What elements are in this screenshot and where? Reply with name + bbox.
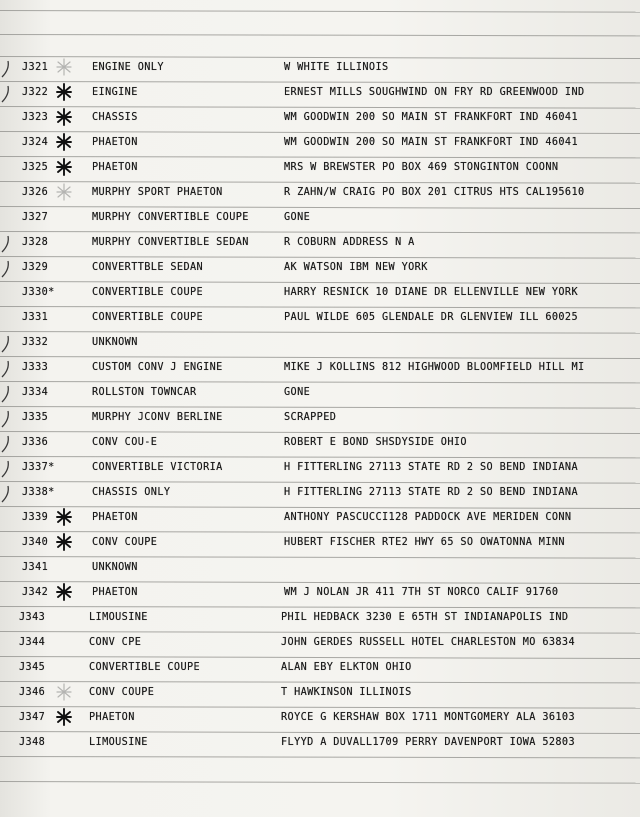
table-row — [0, 258, 640, 282]
owner-address: ROYCE G KERSHAW BOX 1711 MONTGOMERY ALA 36103 — [281, 712, 576, 723]
owner-address: HUBERT FISCHER RTE2 HWY 65 SO OWATONNA MINN — [284, 537, 565, 548]
asterisk-mark-icon — [56, 582, 72, 602]
table-row — [0, 133, 640, 157]
body-description: PHAETON — [92, 587, 138, 598]
owner-address: MRS W BREWSTER PO BOX 469 STONGINTON COONN — [284, 162, 559, 173]
car-number: J324 — [22, 137, 49, 148]
body-description: CONV CPE — [89, 637, 142, 648]
body-description: PHAETON — [92, 162, 138, 173]
owner-address: WM J NOLAN JR 411 7TH ST NORCO CALIF 91760 — [284, 587, 559, 598]
car-number: J331 — [22, 312, 49, 323]
body-description: MURPHY SPORT PHAETON — [92, 187, 223, 198]
body-description: MURPHY JCONV BERLINE — [92, 412, 223, 423]
body-description: UNKNOWN — [92, 562, 138, 573]
car-number: J336 — [22, 437, 49, 448]
car-number: J323 — [22, 112, 49, 123]
pencil-tick-icon — [0, 485, 12, 503]
owner-address: SCRAPPED — [284, 412, 337, 423]
body-description: CHASSIS ONLY — [92, 487, 171, 498]
pencil-tick-icon — [0, 260, 12, 278]
pencil-tick-icon — [0, 360, 12, 378]
car-number: J325 — [22, 162, 49, 173]
faint-check-mark-icon — [56, 182, 72, 202]
table-row — [0, 58, 640, 82]
table-row — [0, 708, 640, 732]
owner-address: ANTHONY PASCUCCI128 PADDOCK AVE MERIDEN CONN — [284, 512, 572, 523]
car-number: J328 — [22, 237, 49, 248]
car-number: J341 — [22, 562, 49, 573]
car-number: J327 — [22, 212, 49, 223]
table-row — [0, 408, 640, 432]
pencil-tick-icon — [0, 85, 12, 103]
owner-address: WM GOODWIN 200 SO MAIN ST FRANKFORT IND 46041 — [284, 137, 579, 148]
table-row — [0, 608, 640, 632]
asterisk-mark-icon — [56, 132, 72, 152]
pencil-tick-icon — [0, 435, 12, 453]
car-number: J322 — [22, 87, 49, 98]
table-row — [0, 483, 640, 507]
car-number: J337* — [22, 462, 55, 473]
table-row — [0, 683, 640, 707]
body-description: CHASSIS — [92, 112, 138, 123]
owner-address: R COBURN ADDRESS N A — [284, 237, 415, 248]
table-row — [0, 508, 640, 532]
car-number: J332 — [22, 337, 49, 348]
car-number: J338* — [22, 487, 55, 498]
owner-address: GONE — [284, 212, 311, 223]
body-description: CONVERTTBLE SEDAN — [92, 262, 204, 273]
asterisk-mark-icon — [56, 82, 72, 102]
body-description: MURPHY CONVERTIBLE SEDAN — [92, 237, 249, 248]
table-row — [0, 658, 640, 682]
asterisk-mark-icon — [56, 532, 72, 552]
table-row — [0, 558, 640, 582]
asterisk-mark-icon — [56, 707, 72, 727]
owner-address: JOHN GERDES RUSSELL HOTEL CHARLESTON MO 63834 — [281, 637, 576, 648]
faint-check-mark-icon — [56, 682, 72, 702]
body-description: ENGINE ONLY — [92, 62, 164, 73]
pencil-tick-icon — [0, 235, 12, 253]
car-number: J346 — [19, 687, 46, 698]
owner-address: ERNEST MILLS SOUGHWIND ON FRY RD GREENWOOD IND — [284, 87, 585, 98]
body-description: CONVERTIBLE VICTORIA — [92, 462, 223, 473]
owner-address: AK WATSON IBM NEW YORK — [284, 262, 428, 273]
table-row — [0, 183, 640, 207]
owner-address: MIKE J KOLLINS 812 HIGHWOOD BLOOMFIELD HILL MI — [284, 362, 585, 373]
faint-check-mark-icon — [56, 57, 72, 77]
pencil-tick-icon — [0, 385, 12, 403]
owner-address: R ZAHN/W CRAIG PO BOX 201 CITRUS HTS CAL195610 — [284, 187, 585, 198]
pencil-tick-icon — [0, 460, 12, 478]
body-description: EINGINE — [92, 87, 138, 98]
owner-address: H FITTERLING 27113 STATE RD 2 SO BEND INDIANA — [284, 487, 579, 498]
car-number: J344 — [19, 637, 46, 648]
table-row — [0, 433, 640, 457]
car-number: J329 — [22, 262, 49, 273]
owner-address: H FITTERLING 27113 STATE RD 2 SO BEND INDIANA — [284, 462, 579, 473]
owner-address: W WHITE ILLINOIS — [284, 62, 389, 73]
body-description: CONVERTIBLE COUPE — [92, 287, 204, 298]
car-number: J340 — [22, 537, 49, 548]
owner-address: HARRY RESNICK 10 DIANE DR ELLENVILLE NEW YORK — [284, 287, 579, 298]
ledger-rule — [0, 10, 640, 13]
table-row — [0, 233, 640, 257]
asterisk-mark-icon — [56, 507, 72, 527]
body-description: CONVERTIBLE COUPE — [89, 662, 201, 673]
body-description: LIMOUSINE — [89, 737, 148, 748]
ledger-rule — [0, 781, 640, 784]
owner-address: PHIL HEDBACK 3230 E 65TH ST INDIANAPOLIS IND — [281, 612, 569, 623]
pencil-tick-icon — [0, 335, 12, 353]
owner-address: ROBERT E BOND SHSDYSIDE OHIO — [284, 437, 467, 448]
car-number: J343 — [19, 612, 46, 623]
table-row — [0, 283, 640, 307]
table-row — [0, 308, 640, 332]
car-number: J326 — [22, 187, 49, 198]
body-description: ROLLSTON TOWNCAR — [92, 387, 197, 398]
asterisk-mark-icon — [56, 157, 72, 177]
owner-address: T HAWKINSON ILLINOIS — [281, 687, 412, 698]
body-description: UNKNOWN — [92, 337, 138, 348]
body-description: CONV COUPE — [92, 537, 158, 548]
table-row — [0, 208, 640, 232]
body-description: CONVERTIBLE COUPE — [92, 312, 204, 323]
body-description: CONV COU-E — [92, 437, 158, 448]
car-number: J321 — [22, 62, 49, 73]
pencil-tick-icon — [0, 410, 12, 428]
asterisk-mark-icon — [56, 107, 72, 127]
car-number: J342 — [22, 587, 49, 598]
ledger-rule — [0, 34, 640, 36]
owner-address: GONE — [284, 387, 311, 398]
body-description: PHAETON — [92, 512, 138, 523]
table-row — [0, 333, 640, 357]
body-description: CONV COUPE — [89, 687, 155, 698]
body-description: LIMOUSINE — [89, 612, 148, 623]
car-number: J347 — [19, 712, 46, 723]
car-number: J345 — [19, 662, 46, 673]
body-description: PHAETON — [92, 137, 138, 148]
owner-address: WM GOODWIN 200 SO MAIN ST FRANKFORT IND 46041 — [284, 112, 579, 123]
body-description: PHAETON — [89, 712, 135, 723]
body-description: MURPHY CONVERTIBLE COUPE — [92, 212, 249, 223]
car-number: J348 — [19, 737, 46, 748]
owner-address: PAUL WILDE 605 GLENDALE DR GLENVIEW ILL 60025 — [284, 312, 579, 323]
table-row — [0, 158, 640, 182]
owner-address: ALAN EBY ELKTON OHIO — [281, 662, 412, 673]
body-description: CUSTOM CONV J ENGINE — [92, 362, 223, 373]
table-row — [0, 533, 640, 557]
table-row — [0, 733, 640, 757]
table-row — [0, 108, 640, 132]
car-number: J334 — [22, 387, 49, 398]
table-row — [0, 633, 640, 657]
table-row — [0, 383, 640, 407]
pencil-tick-icon — [0, 60, 12, 78]
table-row — [0, 458, 640, 482]
car-number: J330* — [22, 287, 55, 298]
table-row — [0, 583, 640, 607]
table-row — [0, 358, 640, 382]
car-number: J335 — [22, 412, 49, 423]
car-number: J333 — [22, 362, 49, 373]
owner-address: FLYYD A DUVALL1709 PERRY DAVENPORT IOWA 52803 — [281, 737, 576, 748]
car-number: J339 — [22, 512, 49, 523]
table-row — [0, 83, 640, 107]
